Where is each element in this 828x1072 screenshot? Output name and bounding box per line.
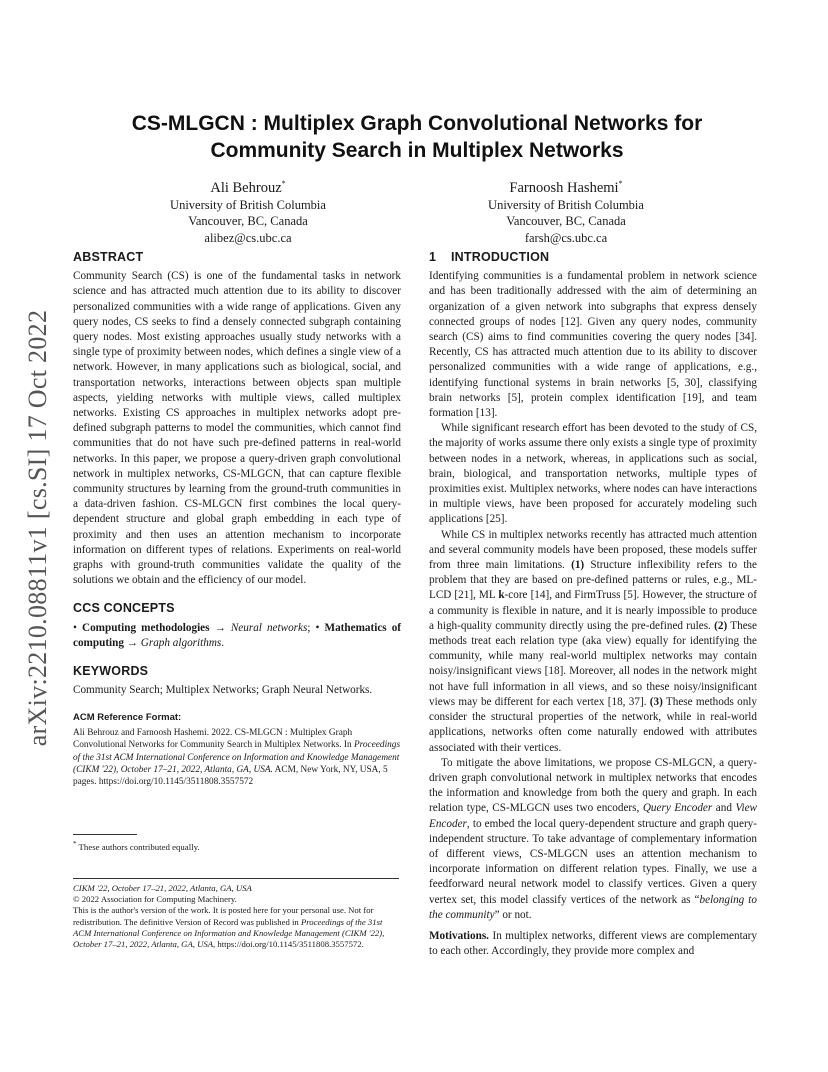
author-affiliation: University of British Columbia — [488, 197, 644, 212]
footnote-rule — [73, 834, 137, 835]
arxiv-stamp-text: arXiv:2210.08811v1 [cs.SI] 17 Oct 2022 — [23, 309, 52, 747]
text-run: These methods treat each relation type (aka view) equally for identifying the community, while many real-world multiplex networks may contain noisy/insignificant views [18]. Moreover, all nodes in the network might not have full information in all views, and so these noisy/insignificant views may be different for each vertex [18, 37]. — [429, 619, 757, 708]
author-location: Vancouver, BC, Canada — [506, 214, 626, 229]
ccs-concepts — [73, 621, 401, 651]
abstract-text: Community Search (CS) is one of the fundamental tasks in network science and has attracted much attention due to its ability to discover personalized communities with a wide range of applications. Given any query nodes, CS seeks to find a densely connected subgraph containing query nodes. Most existing approaches usually study networks with a single type of proximity between nodes, which defines a single view of a network. However, in many applications such as biological, social, and transportation networks, interactions between objects span multiple aspects, yielding networks with multiple views, called multiplex networks. Existing CS approaches in multiplex networks adopt pre-defined subgraph patterns to model the communities, which cannot find communities that do not have such pre-defined patterns in real-world networks. In this paper, we propose a query-driven graph convolutional network in multiplex networks, CS-MLGCN, that can capture flexible community structures by learning from the ground-truth communities in a data-driven fashion. CS-MLGCN first combines the local query-dependent structure and global graph embedding in each type of proximity and then uses an attention mechanism to incorporate information on different types of relations. Experiments on real-world graphs with ground-truth communities validate the quality of the solutions we obtain and the efficiency of our model. — [73, 270, 401, 587]
copyright-line: © 2022 Association for Computing Machinery. — [73, 894, 237, 905]
limitation-number: (1) — [571, 559, 585, 572]
reference-format-heading: ACM Reference Format: — [73, 712, 182, 724]
ccs-bullet: • — [73, 621, 77, 634]
author-mark: * — [281, 179, 286, 188]
introduction-heading — [429, 250, 757, 265]
paper-title — [73, 110, 761, 164]
text-run: While CS in multiplex networks recently has attracted much attention and several community models have been proposed, these models suffer from three main limitations. — [429, 528, 757, 572]
reference-part: ACM, New York, NY, USA, 5 pages. https://doi.org/10.1145/3511808.3557572 — [73, 764, 388, 788]
right-column — [429, 250, 757, 959]
author-email: farsh@cs.ubc.ca — [524, 230, 608, 245]
left-column — [73, 250, 401, 789]
ccs-item2-leaf: Graph algorithms — [140, 636, 222, 649]
ccs-item1-leaf: Neural networks — [230, 621, 308, 634]
k-symbol: k — [498, 589, 505, 602]
reference-format-text — [73, 727, 401, 789]
text-run: -core [14], and FirmTruss [5]. However, the structure of a community is flexible in nature, and it is nearly impossible to produce a high-quality community directly using the pre-defined rules. — [429, 589, 757, 632]
arxiv-stamp — [14, 298, 62, 758]
text-run: In multiplex networks, different views are complementary to each other. Accordingly, they provide more complex and — [429, 929, 757, 958]
text-run: To mitigate the above limitations, we propose CS-MLGCN, a query-driven graph convolutional network in multiplex networks that encodes the information and knowledge from both the query and graph. In each relation type, CS-MLGCN uses two encoders, — [429, 756, 757, 815]
copyright-notice — [73, 905, 401, 950]
keywords-text: Community Search; Multiplex Networks; Graph Neural Networks. — [73, 684, 373, 697]
text-run: These methods only consider the structural properties of the network, while in real-world applications, networks often come naturally endowed with attributes associated with their vertices. — [429, 695, 757, 754]
author-location: Vancouver, BC, Canada — [188, 214, 308, 229]
section-number: 1 — [429, 250, 437, 264]
footnote-text: These authors contributed equally. — [78, 841, 200, 852]
footnote — [73, 839, 200, 853]
notice-part: This is the author's version of the work. It is posted here for your personal use. Not for redistribution. The definitive Version of Record was published in — [73, 905, 374, 927]
run-in-heading: Motivations. — [429, 929, 489, 942]
intro-paragraph-5 — [429, 929, 757, 959]
copyright-rule — [73, 878, 399, 879]
text-run: , to embed the local query-dependent structure and graph query-independent structure. To take advantage of complementary information of different views, CS-MLGCN uses an attention mechanism to incorporate information on different relation types. Finally, we use a feedforward neural network model to classify vertices. Given a query vertex set, this model classify vertices of the network as “ — [429, 817, 757, 906]
conference-line: CIKM '22, October 17–21, 2022, Atlanta, GA, USA — [73, 883, 252, 893]
author-block-2 — [416, 175, 716, 246]
author-name — [416, 175, 716, 197]
intro-paragraph-1: Identifying communities is a fundamental problem in network science and has been traditionally addressed with the aim of determining an organization of a given network into subgraphs that express densely connected groups of nodes [12]. Given any query nodes, community search (CS) aims to find communities covering the query nodes [34]. Recently, CS has attracted much attention due to its ability to discover personalized communities with a wide range of applications, e.g., identifying functional systems in brain networks [5, 30], classifying brain networks [5], protein complex identification [19], and team formation [13]. — [429, 270, 757, 420]
keywords-heading: KEYWORDS — [73, 664, 149, 679]
author-mark: * — [618, 179, 623, 188]
limitation-number: (2) — [714, 619, 728, 632]
query-encoder-term: Query Encoder — [642, 802, 713, 815]
copyright-block — [73, 883, 401, 950]
author-name-text: Farnoosh Hashemi — [509, 179, 619, 196]
view-encoder-term: View Encoder — [429, 802, 758, 830]
author-email: alibez@cs.ubc.ca — [204, 230, 292, 245]
ccs-arrow: → — [126, 636, 138, 649]
ccs-item1: Computing methodologies — [81, 621, 210, 634]
intro-paragraph-3 — [429, 528, 757, 756]
ccs-heading: CCS CONCEPTS — [73, 601, 175, 616]
author-block-1 — [98, 175, 398, 246]
quoted-term: belonging to the community — [429, 893, 757, 921]
text-run: Structure inflexibility refers to the problem that they are based on pre-defined patterns or rules, e.g., ML-LCD [21], ML — [429, 559, 757, 602]
ccs-arrow: → — [214, 621, 226, 634]
footnote-mark: * — [73, 840, 77, 848]
text-run: ” or not. — [494, 908, 532, 921]
title-line-2: Community Search in Multiplex Networks — [210, 139, 624, 162]
intro-paragraph-2: While significant research effort has been devoted to the study of CS, the majority of works assume there only exists a single type of proximity between nodes in a network, whereas, in applications such as social, brain, biological, and transportation networks, multiple types of proximities exist. Multiplex networks, where nodes can have interactions in multiple views, have been proposed for accurately modeling such applications [25]. — [429, 422, 757, 526]
abstract-heading: ABSTRACT — [73, 250, 144, 264]
author-name-text: Ali Behrouz — [210, 179, 282, 196]
notice-venue: Proceedings of the 31st ACM International Conference on Information and Knowledge Management (CIKM '22), October 17–21, 2022, Atlanta, GA, USA — [73, 916, 385, 950]
ccs-item2: Mathematics of computing — [73, 621, 402, 649]
author-name — [98, 175, 398, 197]
limitation-number: (3) — [649, 695, 663, 708]
reference-venue: Proceedings of the 31st ACM International Conference on Information and Knowledge Management (CIKM '22), October 17–21, 2022, Atlanta, GA, USA. — [73, 740, 401, 775]
intro-paragraph-4 — [429, 756, 757, 923]
reference-part: Ali Behrouz and Farnoosh Hashemi. 2022. CS-MLGCN : Multiplex Graph Convolutional Networks for Community Search in Multiplex Networks. In — [73, 727, 354, 751]
text-run: and — [712, 802, 736, 815]
author-affiliation: University of British Columbia — [170, 197, 326, 212]
ccs-bullet: • — [315, 621, 320, 634]
section-title: INTRODUCTION — [451, 250, 550, 264]
notice-part: , https://doi.org/10.1145/3511808.3557572. — [213, 939, 364, 950]
title-line-1: CS-MLGCN : Multiplex Graph Convolutional Networks for — [131, 112, 703, 135]
ccs-sep: ; — [307, 621, 311, 634]
ccs-end: . — [221, 636, 225, 649]
